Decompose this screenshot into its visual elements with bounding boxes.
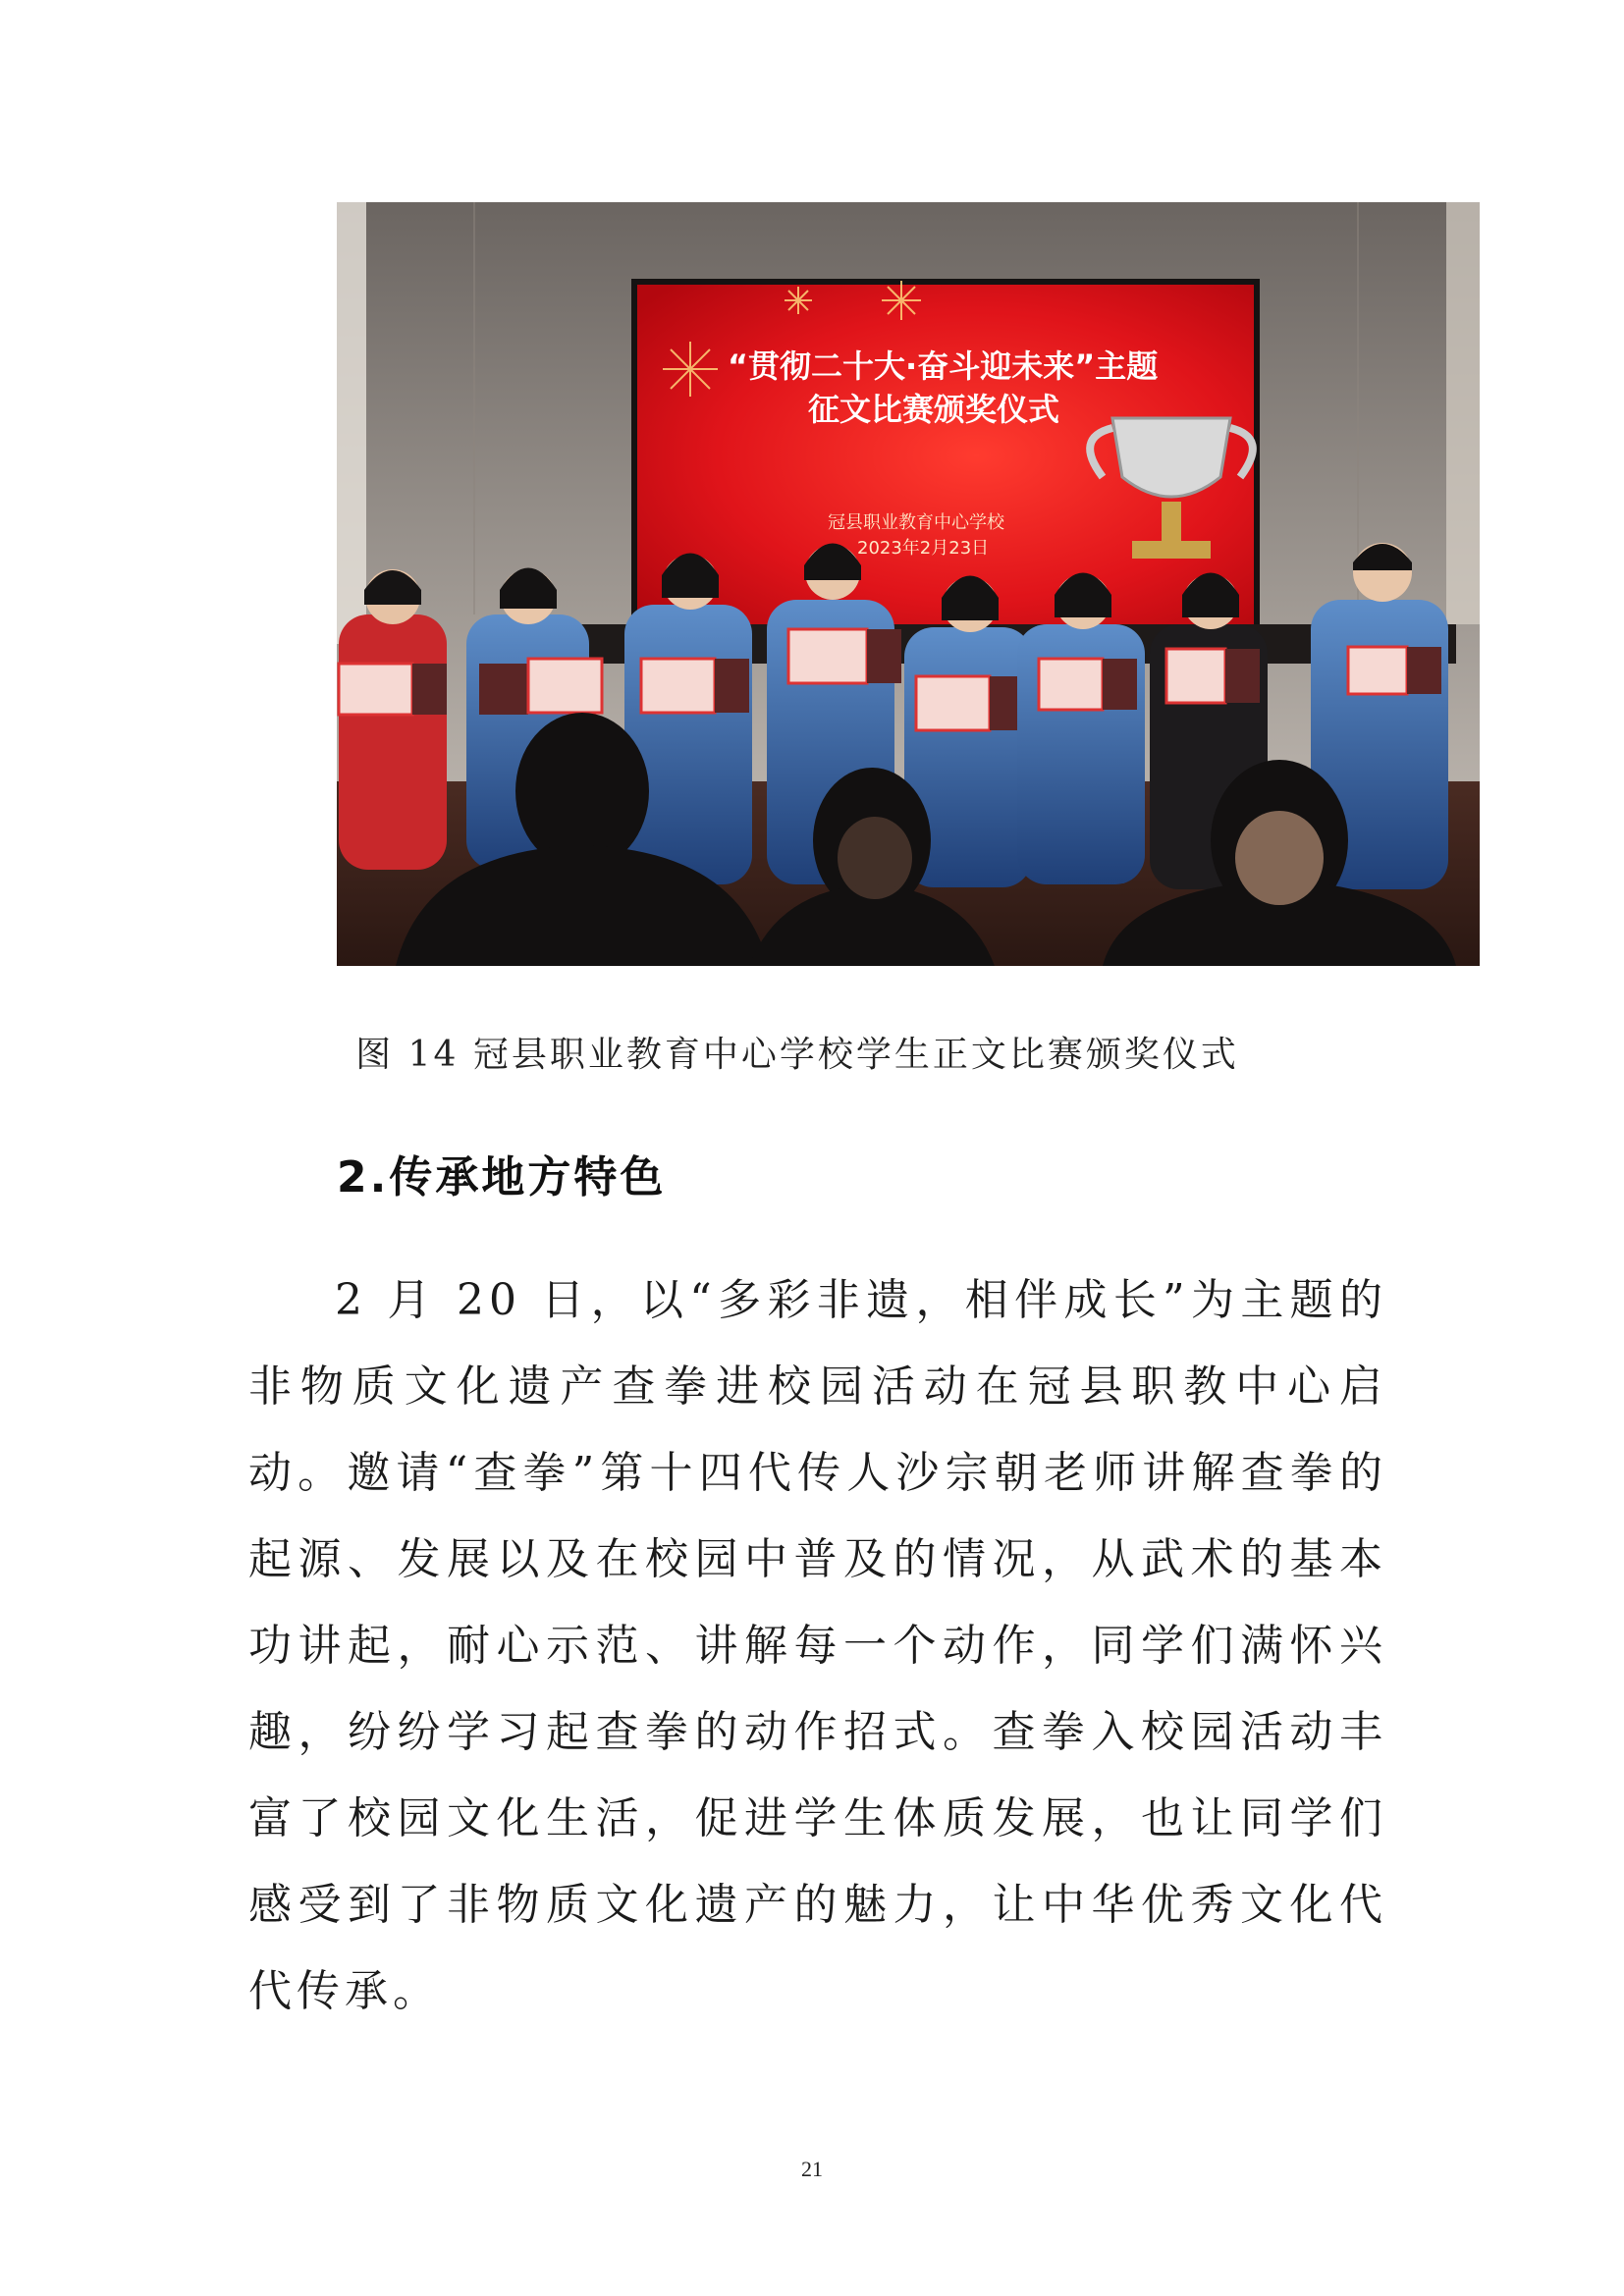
- screen-school-name: 冠县职业教育中心学校: [828, 512, 1004, 533]
- figure-caption-text: 图 14 冠县职业教育中心学校学生正文比赛颁奖仪式: [355, 1035, 1239, 1075]
- screen-date: 2023年2月23日: [857, 538, 990, 559]
- award-ceremony-photo: [337, 202, 1480, 966]
- screen-title-line1: “贯彻二十大·奋斗迎未来”主题: [728, 347, 1159, 385]
- screen-title-line2: 征文比赛颁奖仪式: [808, 391, 1060, 428]
- section-heading: 2.传承地方特色: [337, 1152, 667, 1202]
- page-number: 21: [801, 2157, 823, 2181]
- figure-caption: [0, 1027, 1624, 1077]
- body-paragraph: 2 月 20 日，以“多彩非遗，相伴成长”为主题的非物质文化遗产查拳进校园活动在冠县职教中心启动。邀请“查拳”第十四代传人沙宗朝老师讲解查拳的起源、发展以及在校园中普及的情况，从武术的基本功讲起，耐心示范、讲解每一个动作，同学们满怀兴趣，纷纷学习起查拳的动作招式。查拳入校园活动丰富了校园文化生活，促进学生体质发展，也让同学们感受到了非物质文化遗产的魅力，让中华优秀文化代代传承。: [248, 1275, 1387, 2016]
